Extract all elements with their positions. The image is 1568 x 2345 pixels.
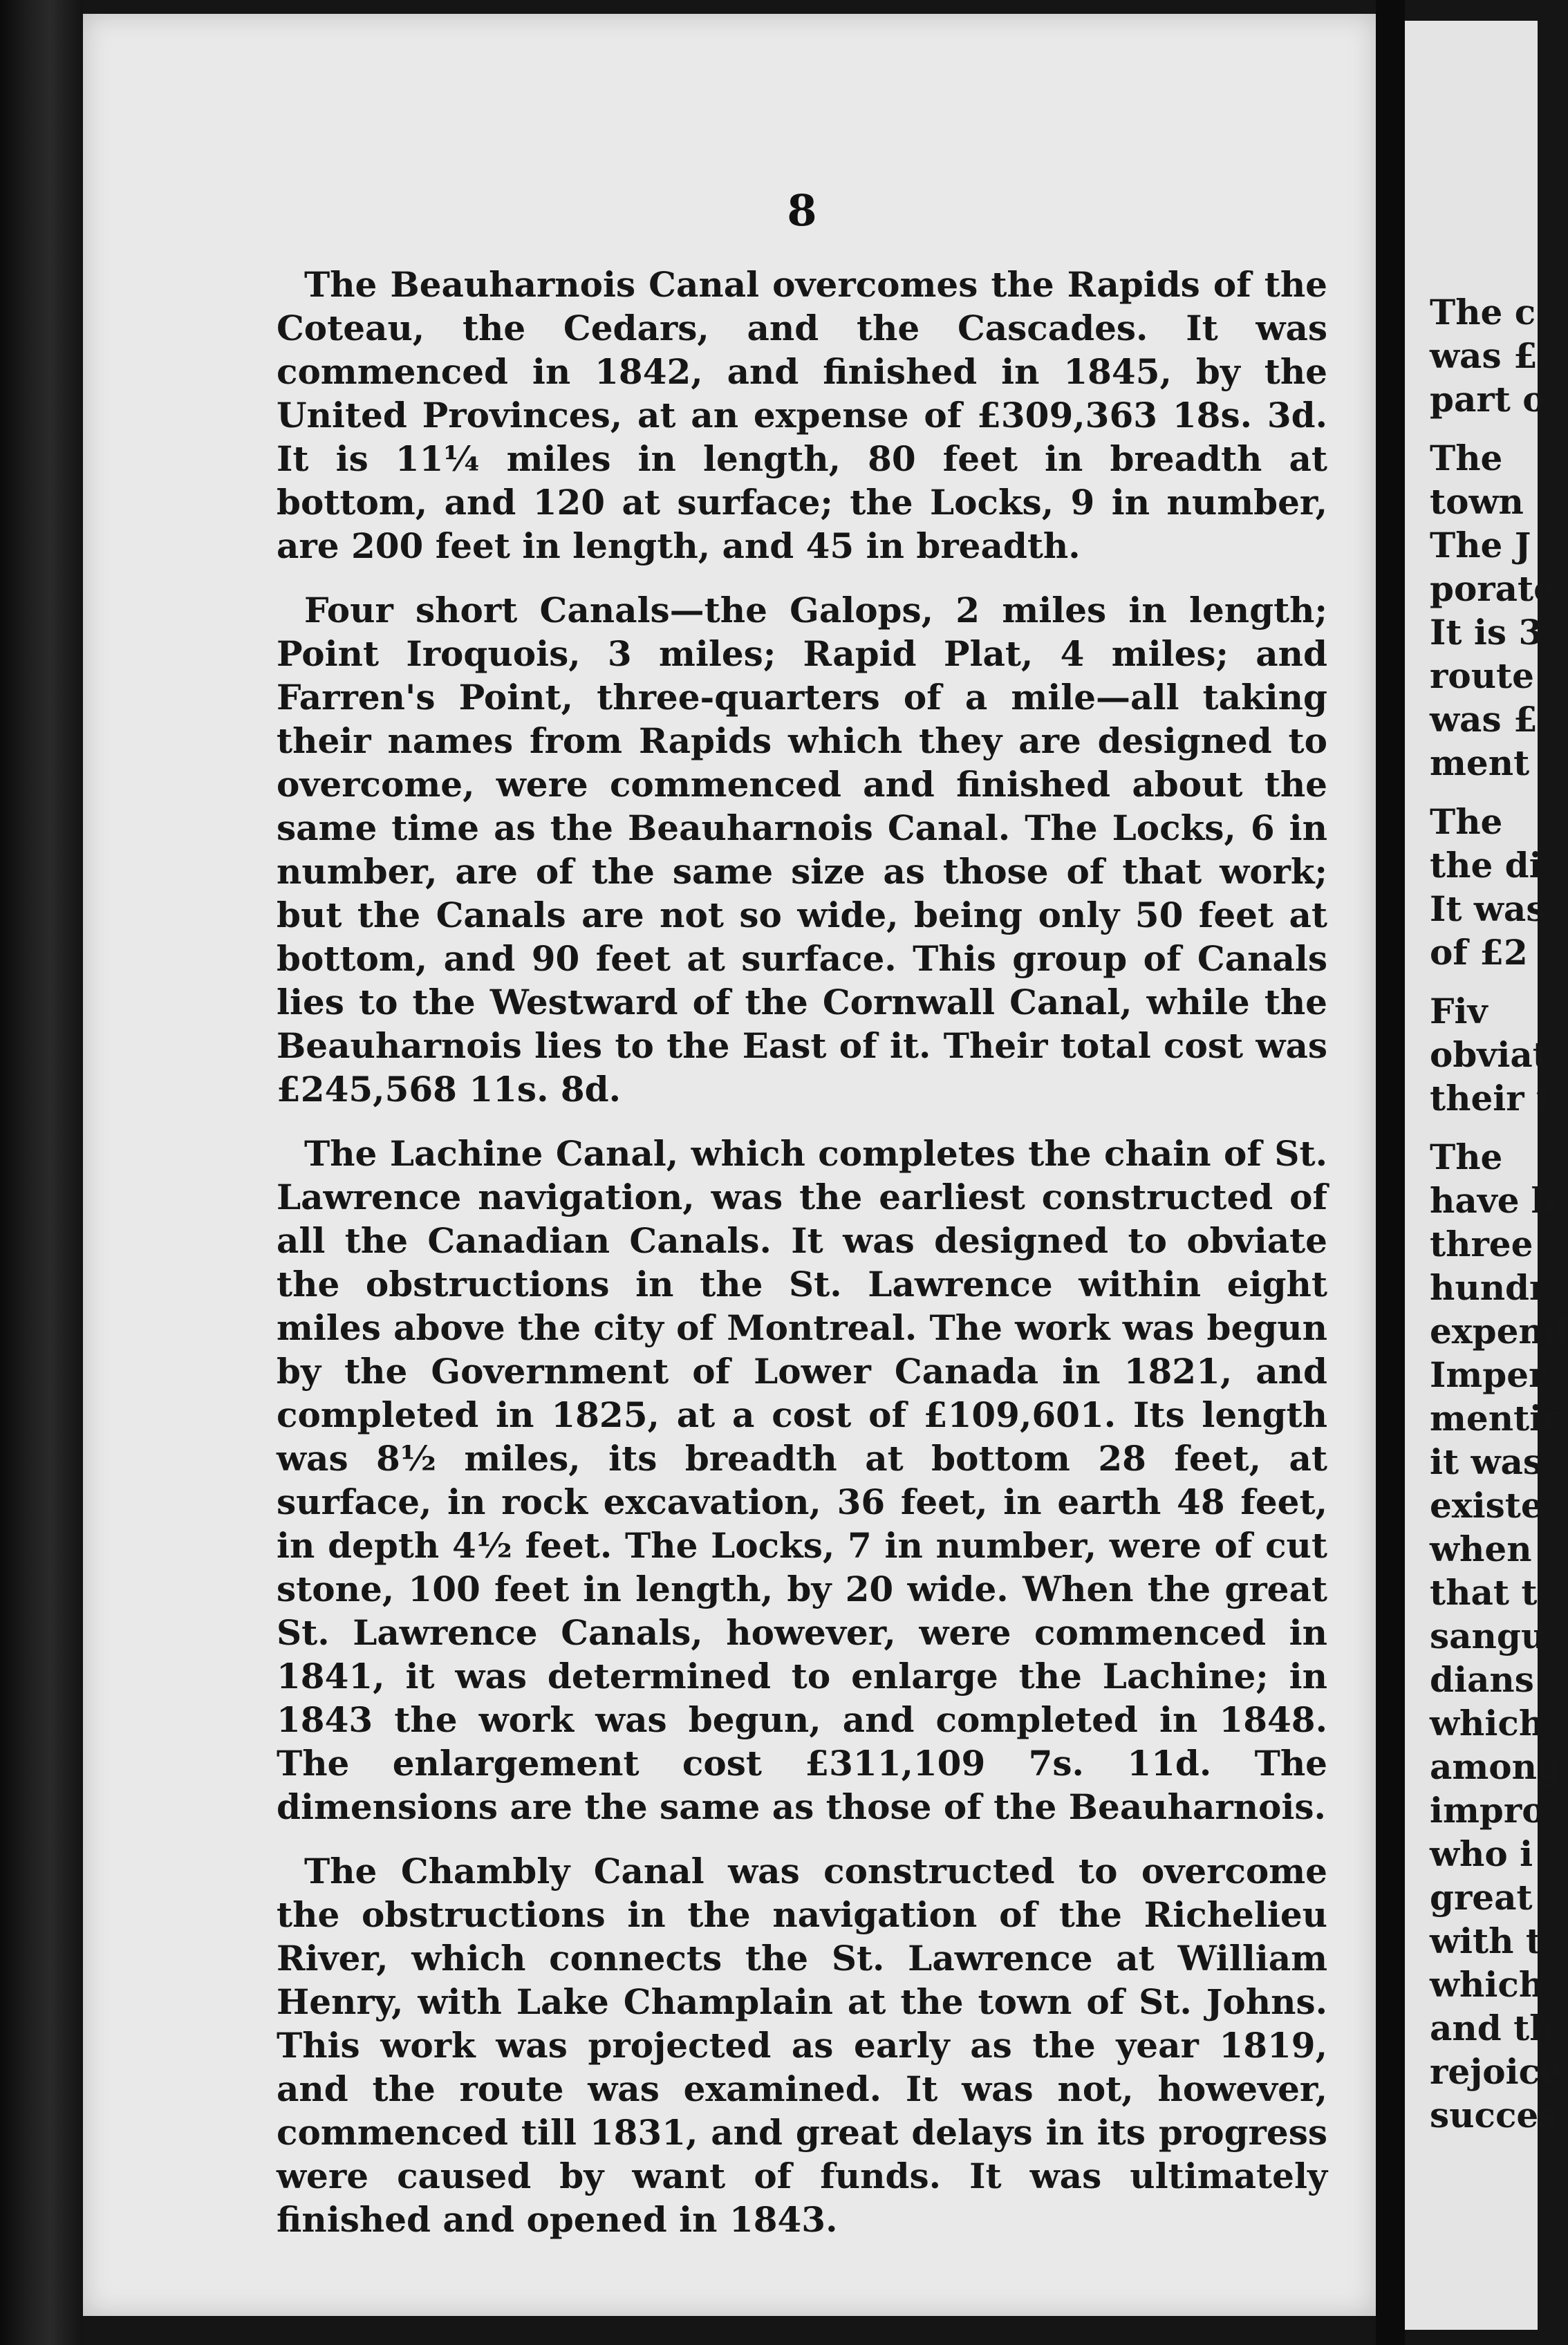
- adjacent-page-text-fragment: route: [1430, 655, 1534, 696]
- adjacent-page-text-fragment: obviat: [1430, 1034, 1549, 1075]
- adjacent-page-text-fragment: great: [1430, 1877, 1533, 1918]
- adjacent-page-text-fragment: which: [1430, 1703, 1544, 1744]
- adjacent-page-text-fragment: It is 3: [1430, 612, 1543, 653]
- adjacent-page-text-fragment: The: [1430, 438, 1503, 478]
- adjacent-page-text-fragment: Fiv: [1430, 991, 1488, 1031]
- adjacent-page-text-fragment: part o: [1430, 379, 1546, 420]
- adjacent-page-text-fragment: when: [1430, 1529, 1532, 1569]
- adjacent-page-text-fragment: have b: [1430, 1180, 1556, 1221]
- paragraph-chambly: The Chambly Canal was constructed to overcome the obstructions in the navigation of the Richelieu River, which connects the St. Lawrence at William Henry, with Lake Champlain at the town of St. Johns. This work was projected as early as the year 1819, and the route was examined. It was not, however, commenced till 1831, and great delays in its progress were caused by want of funds. It was ultimately finished and opened in 1843.: [277, 1851, 1327, 2240]
- book-binding-edge: [0, 0, 83, 2345]
- adjacent-page-text-fragment: The J: [1430, 525, 1531, 566]
- adjacent-page-text-fragment: three: [1430, 1224, 1533, 1264]
- adjacent-page-text-fragment: expend: [1430, 1311, 1568, 1352]
- adjacent-page-text-fragment: ment: [1430, 742, 1530, 783]
- adjacent-page-edge: [1405, 21, 1568, 2330]
- adjacent-page-text-fragment: The c: [1430, 292, 1536, 333]
- adjacent-page-text-fragment: mentic: [1430, 1398, 1564, 1439]
- adjacent-page-text-fragment: which: [1430, 1964, 1544, 2005]
- adjacent-page-text-fragment: porate: [1430, 568, 1556, 609]
- paragraph-beauharnois: The Beauharnois Canal overcomes the Rapids of the Coteau, the Cedars, and the Cascades. It was commenced in 1842, and finished in 1845, by the United Provinces, at an expense of £309,363 18s. 3d. It is 11¼ miles in length, 80 feet in breadth at bottom, and 120 at surface; the Locks, 9 in number, are 200 feet in length, and 45 in breadth.: [277, 264, 1327, 566]
- adjacent-page-text-fragment: and th: [1430, 2008, 1555, 2048]
- body-text: [277, 263, 1327, 2262]
- adjacent-page-text-fragment: succes: [1430, 2095, 1558, 2136]
- adjacent-page-text-fragment: The: [1430, 801, 1503, 842]
- adjacent-page-text-fragment: of £2: [1430, 932, 1528, 973]
- adjacent-page-text-fragment: was £: [1430, 699, 1538, 740]
- paragraph-lachine: The Lachine Canal, which completes the chain of St. Lawrence navigation, was the earliest constructed of all the Canadian Canals. It was designed to obviate the obstructions in the St. Lawrence within eight miles above the city of Montreal. The work was begun by the Government of Lower Canada in 1821, and completed in 1825, at a cost of £109,601. Its length was 8½ miles, its breadth at bottom 28 feet, at surface, in rock excavation, 36 feet, in earth 48 feet, in depth 4½ feet. The Locks, 7 in number, were of cut stone, 100 feet in length, by 20 wide. When the great St. Lawrence Canals, however, were commenced in 1841, it was determined to enlarge the Lachine; in 1843 the work was begun, and completed in 1848. The enlargement cost £311,109 7s. 11d. The dimensions are the same as those of the Beauharnois.: [277, 1133, 1327, 1827]
- adjacent-page-text-fragment: it was: [1430, 1441, 1543, 1482]
- adjacent-page-text-fragment: It was: [1430, 888, 1546, 929]
- adjacent-page-text-fragment: sangu: [1430, 1616, 1547, 1656]
- adjacent-page-text-fragment: with t: [1430, 1921, 1542, 1961]
- adjacent-page-text-fragment: rejoice: [1430, 2051, 1562, 2092]
- adjacent-page-text-fragment: Imper: [1430, 1354, 1547, 1395]
- adjacent-page-text-fragment: that t: [1430, 1572, 1538, 1613]
- adjacent-page-text-fragment: impro: [1430, 1790, 1545, 1831]
- adjacent-page-text-fragment: dians: [1430, 1659, 1534, 1700]
- adjacent-page-text-fragment: was £: [1430, 335, 1538, 376]
- adjacent-page-text-fragment: among: [1430, 1746, 1561, 1787]
- book-gutter: [1376, 0, 1405, 2345]
- adjacent-page-text-fragment: town: [1430, 481, 1524, 522]
- adjacent-page-text-fragment: who i: [1430, 1833, 1533, 1874]
- adjacent-page-text-fragment: The: [1430, 1137, 1503, 1177]
- paragraph-four-short-canals: Four short Canals—the Galops, 2 miles in length; Point Iroquois, 3 miles; Rapid Plat, 4 miles; and Farren's Point, three-quarters of a mile—all taking their names from Rapids which they are designed to overcome, were commenced and finished about the same time as the Beauharnois Canal. The Locks, 6 in number, are of the same size as those of that work; but the Canals are not so wide, being only 50 feet at bottom, and 90 feet at surface. This group of Canals lies to the Westward of the Cornwall Canal, while the Beauharnois lies to the East of it. Their total cost was £245,568 11s. 8d.: [277, 590, 1327, 1110]
- adjacent-page-text-fragment: hundr: [1430, 1267, 1548, 1308]
- page-number: 8: [787, 185, 817, 236]
- adjacent-page-text-fragment: existe: [1430, 1485, 1543, 1526]
- adjacent-page-text-fragment: the di: [1430, 845, 1542, 886]
- adjacent-page-text-fragment: their t: [1430, 1078, 1553, 1119]
